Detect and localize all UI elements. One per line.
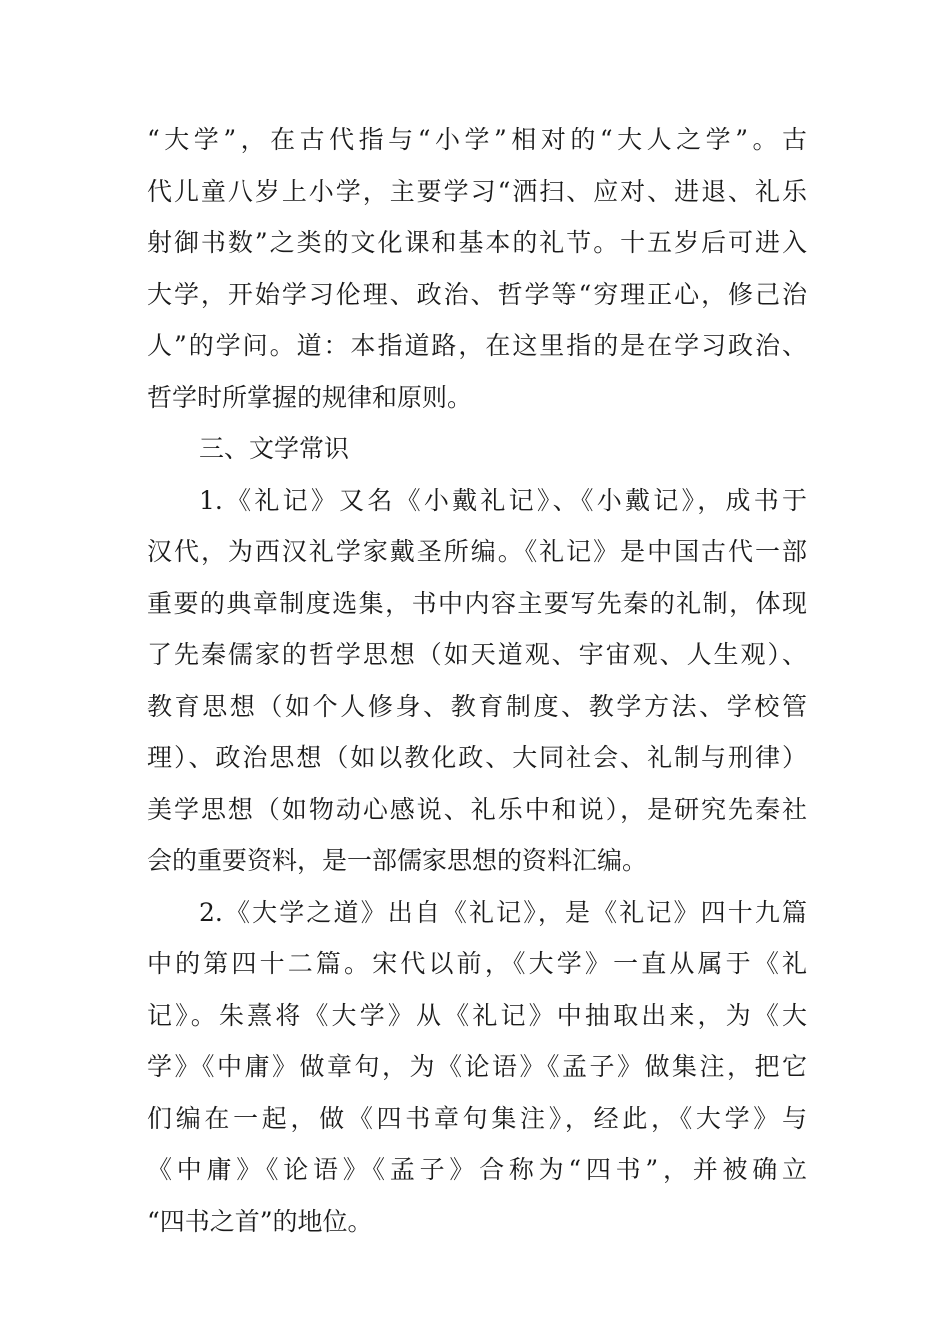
text-line: 三、文学常识 [199, 434, 350, 463]
text-line: 学》《中庸》做章句，为《论语》《孟子》做集注，把它 [147, 1052, 807, 1081]
text-line: “大学”，在古代指与“小学”相对的“大人之学”。古 [147, 125, 807, 154]
document-body [147, 114, 807, 1247]
text-line: 理）、政治思想（如以教化政、大同社会、礼制与刑律） [147, 743, 807, 772]
text-line: 会的重要资料，是一部儒家思想的资料汇编。 [147, 846, 648, 875]
text-line: 汉代，为西汉礼学家戴圣所编。《礼记》是中国古代一部 [147, 537, 807, 566]
text-line: 代儿童八岁上小学，主要学习“洒扫、应对、进退、礼乐 [147, 176, 807, 206]
text-line: 哲学时所掌握的规律和原则。 [147, 382, 473, 412]
text-line: 1.《礼记》又名《小戴礼记》、《小戴记》，成书于 [199, 485, 807, 515]
text-line: 大学，开始学习伦理、政治、哲学等“穷理正心，修己治 [147, 279, 807, 309]
text-line: 教育思想（如个人修身、教育制度、教学方法、学校管 [147, 691, 807, 721]
text-line: 中的第四十二篇。宋代以前，《大学》一直从属于《礼 [147, 949, 807, 978]
text-line: 《中庸》《论语》《孟子》合称为“四书”，并被确立 [147, 1155, 807, 1184]
text-line: 人”的学问。道：本指道路，在这里指的是在学习政治、 [147, 331, 807, 360]
paragraph-heading-3 [147, 423, 807, 475]
text-line: 了先秦儒家的哲学思想（如天道观、宇宙观、人生观）、 [147, 640, 807, 669]
text-line: “四书之首”的地位。 [147, 1206, 373, 1236]
text-line: 记》。朱熹将《大学》从《礼记》中抽取出来，为《大 [147, 1000, 807, 1030]
paragraph-item-1 [147, 475, 807, 887]
paragraph-item-2 [147, 887, 807, 1248]
text-line: 们编在一起，做《四书章句集注》，经此，《大学》与 [147, 1103, 807, 1133]
paragraph-intro [147, 114, 807, 423]
text-line: 美学思想（如物动心感说、礼乐中和说），是研究先秦社 [147, 794, 807, 824]
text-line: 重要的典章制度选集，书中内容主要写先秦的礼制，体现 [147, 588, 807, 618]
text-line: 2.《大学之道》出自《礼记》，是《礼记》四十九篇 [199, 897, 807, 927]
text-line: 射御书数”之类的文化课和基本的礼节。十五岁后可进入 [147, 228, 807, 257]
